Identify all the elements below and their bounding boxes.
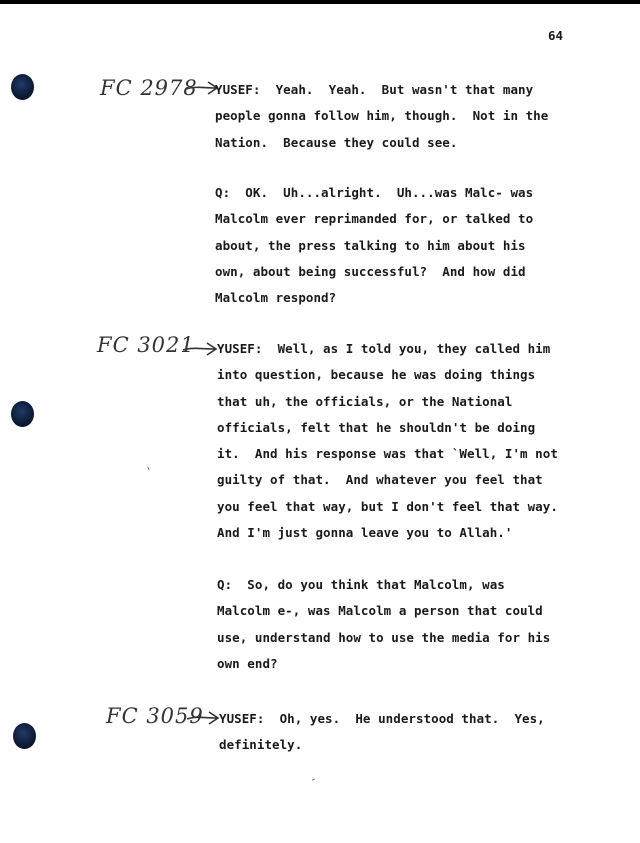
text-line: YUSEF: Yeah. Yeah. But wasn't that many: [215, 82, 534, 97]
text-line: own end?: [217, 655, 278, 671]
handwritten-annotation: FC 3059: [106, 704, 204, 728]
text-line: And I'm just gonna leave you to Allah.': [217, 525, 513, 541]
text-line: Q: OK. Uh...alright. Uh...was Malc- was: [215, 185, 534, 200]
binder-hole-bottom: [13, 723, 36, 749]
scan-speck: [147, 467, 149, 470]
text-line: Malcolm e-, was Malcolm a person that could: [217, 603, 543, 619]
text-line: use, understand how to use the media for his: [217, 629, 551, 645]
binder-hole-top: [11, 74, 34, 100]
text-line: Malcolm respond?: [215, 290, 337, 306]
text-line: YUSEF: Oh, yes. He understood that. Yes,: [219, 711, 545, 726]
top-edge-line: [0, 0, 640, 4]
handwritten-arrow-icon: [185, 80, 219, 96]
text-line: Malcolm ever reprimanded for, or talked to: [215, 211, 534, 227]
text-line: definitely.: [219, 737, 303, 753]
text-line: guilty of that. And whatever you feel that: [217, 472, 543, 488]
text-line: into question, because he was doing things: [217, 367, 536, 383]
text-line: you feel that way, but I don't feel that way.: [217, 498, 558, 514]
handwritten-annotation: FC 3021: [97, 333, 195, 357]
handwritten-arrow-icon: [186, 710, 220, 726]
page-number: 64: [548, 28, 564, 43]
text-line: about, the press talking to him about his: [215, 237, 526, 253]
text-line: YUSEF: Well, as I told you, they called him: [217, 341, 551, 356]
text-line: people gonna follow him, though. Not in the: [215, 108, 549, 124]
transcript-paragraph: [215, 180, 575, 311]
handwritten-annotation: FC 2978: [100, 76, 198, 100]
binder-hole-middle: [11, 401, 34, 427]
text-line: it. And his response was that `Well, I'm not: [217, 446, 558, 462]
text-line: Q: So, do you think that Malcolm, was: [217, 577, 505, 592]
scan-speck: [312, 778, 315, 780]
transcript-paragraph: [219, 706, 579, 759]
transcript-paragraph: [215, 77, 575, 156]
handwritten-arrow-icon: [182, 341, 218, 357]
transcript-paragraph: [217, 336, 577, 546]
text-line: Nation. Because they could see.: [215, 134, 458, 150]
text-line: own, about being successful? And how did: [215, 263, 526, 279]
transcript-paragraph: [217, 572, 577, 677]
text-line: officials, felt that he shouldn't be doing: [217, 419, 536, 435]
text-line: that uh, the officials, or the National: [217, 393, 513, 409]
